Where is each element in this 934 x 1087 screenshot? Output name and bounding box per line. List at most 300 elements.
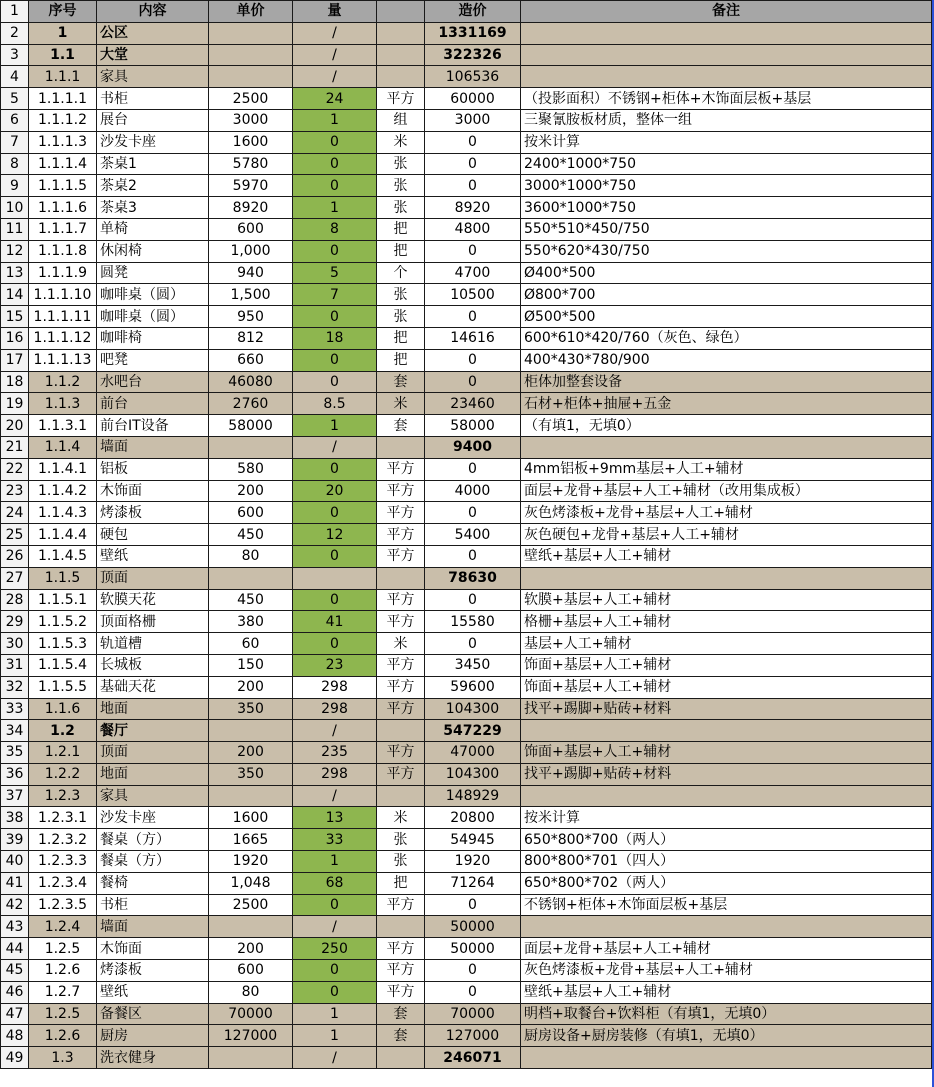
cell-note[interactable]: 壁纸+基层+人工+辅材 bbox=[521, 981, 932, 1003]
row-number[interactable]: 17 bbox=[1, 349, 29, 371]
cell-qty[interactable]: 0 bbox=[293, 131, 377, 153]
cell-cost[interactable]: 0 bbox=[425, 153, 521, 175]
cell-unit[interactable] bbox=[377, 916, 425, 938]
cell-qty[interactable]: / bbox=[293, 1047, 377, 1069]
cell-content[interactable]: 水吧台 bbox=[97, 371, 209, 393]
cell-qty[interactable]: 20 bbox=[293, 480, 377, 502]
cell-note[interactable]: Ø400*500 bbox=[521, 262, 932, 284]
cell-cost[interactable]: 547229 bbox=[425, 720, 521, 742]
cell-unit[interactable]: 平方 bbox=[377, 545, 425, 567]
row-number[interactable]: 7 bbox=[1, 131, 29, 153]
cell-content[interactable]: 咖啡椅 bbox=[97, 327, 209, 349]
cell-content[interactable]: 墙面 bbox=[97, 436, 209, 458]
cell-seq[interactable]: 1.1.6 bbox=[29, 698, 97, 720]
cell-note[interactable]: 壁纸+基层+人工+辅材 bbox=[521, 545, 932, 567]
row-number[interactable]: 40 bbox=[1, 851, 29, 873]
cell-price[interactable]: 1,048 bbox=[209, 872, 293, 894]
cell-note[interactable] bbox=[521, 916, 932, 938]
cell-content[interactable]: 软膜天花 bbox=[97, 589, 209, 611]
cell-unit[interactable]: 平方 bbox=[377, 960, 425, 982]
cell-qty[interactable]: / bbox=[293, 66, 377, 88]
cell-price[interactable]: 450 bbox=[209, 524, 293, 546]
cell-unit[interactable]: 张 bbox=[377, 306, 425, 328]
header-content[interactable]: 内容 bbox=[97, 1, 209, 23]
cell-qty[interactable]: 1 bbox=[293, 197, 377, 219]
cell-qty[interactable]: 298 bbox=[293, 698, 377, 720]
header-unit[interactable] bbox=[377, 1, 425, 23]
cell-cost[interactable]: 0 bbox=[425, 371, 521, 393]
cell-cost[interactable]: 4800 bbox=[425, 218, 521, 240]
row-number[interactable]: 3 bbox=[1, 44, 29, 66]
cell-price[interactable]: 80 bbox=[209, 981, 293, 1003]
cell-content[interactable]: 公区 bbox=[97, 22, 209, 44]
cell-note[interactable] bbox=[521, 1047, 932, 1069]
row-number[interactable]: 19 bbox=[1, 393, 29, 415]
cell-content[interactable]: 大堂 bbox=[97, 44, 209, 66]
row-number[interactable]: 1 bbox=[1, 1, 29, 23]
cell-seq[interactable]: 1.1.1.4 bbox=[29, 153, 97, 175]
cell-note[interactable]: 基层+人工+辅材 bbox=[521, 633, 932, 655]
cell-content[interactable]: 基础天花 bbox=[97, 676, 209, 698]
cell-content[interactable]: 圆凳 bbox=[97, 262, 209, 284]
cell-note[interactable] bbox=[521, 66, 932, 88]
cell-content[interactable]: 顶面 bbox=[97, 742, 209, 764]
cell-unit[interactable]: 平方 bbox=[377, 589, 425, 611]
row-number[interactable]: 11 bbox=[1, 218, 29, 240]
cell-note[interactable]: Ø800*700 bbox=[521, 284, 932, 306]
cell-seq[interactable]: 1.2.3.2 bbox=[29, 829, 97, 851]
cell-content[interactable]: 咖啡桌（圆） bbox=[97, 306, 209, 328]
cell-content[interactable]: 家具 bbox=[97, 785, 209, 807]
cell-seq[interactable]: 1.3 bbox=[29, 1047, 97, 1069]
row-number[interactable]: 27 bbox=[1, 567, 29, 589]
cell-note[interactable]: 3600*1000*750 bbox=[521, 197, 932, 219]
cell-unit[interactable]: 张 bbox=[377, 175, 425, 197]
cell-unit[interactable] bbox=[377, 436, 425, 458]
cell-qty[interactable]: 0 bbox=[293, 240, 377, 262]
cell-content[interactable]: 厨房 bbox=[97, 1025, 209, 1047]
cell-price[interactable]: 600 bbox=[209, 960, 293, 982]
row-number[interactable]: 4 bbox=[1, 66, 29, 88]
cell-content[interactable]: 沙发卡座 bbox=[97, 131, 209, 153]
cell-qty[interactable]: 0 bbox=[293, 153, 377, 175]
cell-qty[interactable]: 0 bbox=[293, 349, 377, 371]
cell-cost[interactable]: 0 bbox=[425, 960, 521, 982]
cell-seq[interactable]: 1.2.6 bbox=[29, 1025, 97, 1047]
cell-seq[interactable]: 1.1.1.3 bbox=[29, 131, 97, 153]
cell-qty[interactable]: 7 bbox=[293, 284, 377, 306]
cell-unit[interactable]: 把 bbox=[377, 240, 425, 262]
cell-unit[interactable]: 张 bbox=[377, 829, 425, 851]
cell-seq[interactable]: 1.2.5 bbox=[29, 938, 97, 960]
cell-seq[interactable]: 1.1.1.13 bbox=[29, 349, 97, 371]
cell-content[interactable]: 前台 bbox=[97, 393, 209, 415]
cell-note[interactable]: 厨房设备+厨房装修（有填1，无填0） bbox=[521, 1025, 932, 1047]
cell-seq[interactable]: 1.1.3 bbox=[29, 393, 97, 415]
cell-seq[interactable]: 1.1.1.9 bbox=[29, 262, 97, 284]
cell-qty[interactable]: 23 bbox=[293, 654, 377, 676]
cell-note[interactable]: 格栅+基层+人工+辅材 bbox=[521, 611, 932, 633]
cell-qty[interactable]: 0 bbox=[293, 894, 377, 916]
cell-unit[interactable] bbox=[377, 720, 425, 742]
cell-note[interactable] bbox=[521, 567, 932, 589]
row-number[interactable]: 10 bbox=[1, 197, 29, 219]
cell-cost[interactable]: 58000 bbox=[425, 415, 521, 437]
cell-price[interactable]: 660 bbox=[209, 349, 293, 371]
cell-unit[interactable]: 组 bbox=[377, 109, 425, 131]
cell-price[interactable]: 950 bbox=[209, 306, 293, 328]
cell-content[interactable]: 餐桌（方） bbox=[97, 829, 209, 851]
cell-qty[interactable]: 1 bbox=[293, 415, 377, 437]
cell-unit[interactable]: 张 bbox=[377, 153, 425, 175]
cell-qty[interactable]: 0 bbox=[293, 981, 377, 1003]
cell-price[interactable]: 200 bbox=[209, 480, 293, 502]
cell-content[interactable]: 茶桌1 bbox=[97, 153, 209, 175]
cell-note[interactable]: 明档+取餐台+饮料柜（有填1，无填0） bbox=[521, 1003, 932, 1025]
cell-cost[interactable]: 60000 bbox=[425, 88, 521, 110]
cell-seq[interactable]: 1.2.3.3 bbox=[29, 851, 97, 873]
cell-seq[interactable]: 1.1.1.2 bbox=[29, 109, 97, 131]
cell-qty[interactable]: 0 bbox=[293, 545, 377, 567]
cell-price[interactable]: 70000 bbox=[209, 1003, 293, 1025]
header-seq[interactable]: 序号 bbox=[29, 1, 97, 23]
cell-price[interactable] bbox=[209, 785, 293, 807]
cell-cost[interactable]: 148929 bbox=[425, 785, 521, 807]
cell-seq[interactable]: 1.2.6 bbox=[29, 960, 97, 982]
cell-cost[interactable]: 0 bbox=[425, 633, 521, 655]
cell-qty[interactable]: 41 bbox=[293, 611, 377, 633]
cell-content[interactable]: 木饰面 bbox=[97, 480, 209, 502]
cell-qty[interactable]: 12 bbox=[293, 524, 377, 546]
cell-seq[interactable]: 1.2.3.1 bbox=[29, 807, 97, 829]
cell-price[interactable]: 60 bbox=[209, 633, 293, 655]
cell-seq[interactable]: 1.1.1.1 bbox=[29, 88, 97, 110]
cell-seq[interactable]: 1.2.3.4 bbox=[29, 872, 97, 894]
cell-cost[interactable]: 47000 bbox=[425, 742, 521, 764]
row-number[interactable]: 24 bbox=[1, 502, 29, 524]
cell-qty[interactable]: 235 bbox=[293, 742, 377, 764]
cell-unit[interactable]: 平方 bbox=[377, 654, 425, 676]
cell-cost[interactable]: 1920 bbox=[425, 851, 521, 873]
cell-cost[interactable]: 50000 bbox=[425, 916, 521, 938]
cell-cost[interactable]: 23460 bbox=[425, 393, 521, 415]
cell-seq[interactable]: 1.1.1.7 bbox=[29, 218, 97, 240]
cell-note[interactable]: 面层+龙骨+基层+人工+辅材（改用集成板） bbox=[521, 480, 932, 502]
cell-cost[interactable]: 0 bbox=[425, 175, 521, 197]
cell-unit[interactable]: 平方 bbox=[377, 698, 425, 720]
cell-note[interactable]: 650*800*700（两人） bbox=[521, 829, 932, 851]
cell-content[interactable]: 吧凳 bbox=[97, 349, 209, 371]
cell-note[interactable]: 550*510*450/750 bbox=[521, 218, 932, 240]
cell-price[interactable]: 580 bbox=[209, 458, 293, 480]
cell-content[interactable]: 休闲椅 bbox=[97, 240, 209, 262]
cell-price[interactable]: 1665 bbox=[209, 829, 293, 851]
cell-unit[interactable]: 把 bbox=[377, 872, 425, 894]
cell-price[interactable]: 1,000 bbox=[209, 240, 293, 262]
cell-qty[interactable]: 8 bbox=[293, 218, 377, 240]
cell-qty[interactable]: 250 bbox=[293, 938, 377, 960]
row-number[interactable]: 38 bbox=[1, 807, 29, 829]
cell-qty[interactable]: 13 bbox=[293, 807, 377, 829]
cell-unit[interactable]: 张 bbox=[377, 284, 425, 306]
cell-content[interactable]: 地面 bbox=[97, 763, 209, 785]
row-number[interactable]: 32 bbox=[1, 676, 29, 698]
cell-note[interactable]: （投影面积）不锈钢+柜体+木饰面层板+基层 bbox=[521, 88, 932, 110]
cell-price[interactable]: 1920 bbox=[209, 851, 293, 873]
cell-note[interactable] bbox=[521, 22, 932, 44]
cell-content[interactable]: 茶桌2 bbox=[97, 175, 209, 197]
cell-qty[interactable]: 298 bbox=[293, 763, 377, 785]
row-number[interactable]: 2 bbox=[1, 22, 29, 44]
cell-price[interactable]: 46080 bbox=[209, 371, 293, 393]
cell-cost[interactable]: 0 bbox=[425, 131, 521, 153]
row-number[interactable]: 30 bbox=[1, 633, 29, 655]
cell-qty[interactable]: 0 bbox=[293, 458, 377, 480]
cell-cost[interactable]: 14616 bbox=[425, 327, 521, 349]
cell-seq[interactable]: 1.1.1.11 bbox=[29, 306, 97, 328]
cell-unit[interactable]: 套 bbox=[377, 415, 425, 437]
cell-unit[interactable]: 套 bbox=[377, 1025, 425, 1047]
cell-cost[interactable]: 4000 bbox=[425, 480, 521, 502]
cell-content[interactable]: 餐椅 bbox=[97, 872, 209, 894]
cell-price[interactable]: 2500 bbox=[209, 88, 293, 110]
cell-qty[interactable]: / bbox=[293, 22, 377, 44]
cell-unit[interactable]: 套 bbox=[377, 371, 425, 393]
cell-price[interactable]: 3000 bbox=[209, 109, 293, 131]
cell-seq[interactable]: 1.1.1.8 bbox=[29, 240, 97, 262]
cell-unit[interactable]: 把 bbox=[377, 349, 425, 371]
cell-note[interactable] bbox=[521, 785, 932, 807]
cell-unit[interactable]: 张 bbox=[377, 851, 425, 873]
cell-note[interactable]: 饰面+基层+人工+辅材 bbox=[521, 676, 932, 698]
row-number[interactable]: 14 bbox=[1, 284, 29, 306]
cell-unit[interactable] bbox=[377, 66, 425, 88]
cell-seq[interactable]: 1.1.1.12 bbox=[29, 327, 97, 349]
cell-cost[interactable]: 20800 bbox=[425, 807, 521, 829]
cell-price[interactable] bbox=[209, 916, 293, 938]
cell-price[interactable]: 350 bbox=[209, 763, 293, 785]
cell-unit[interactable]: 平方 bbox=[377, 458, 425, 480]
cell-content[interactable]: 展台 bbox=[97, 109, 209, 131]
cell-cost[interactable]: 8920 bbox=[425, 197, 521, 219]
cell-price[interactable] bbox=[209, 66, 293, 88]
cell-cost[interactable]: 322326 bbox=[425, 44, 521, 66]
cell-cost[interactable]: 70000 bbox=[425, 1003, 521, 1025]
row-number[interactable]: 29 bbox=[1, 611, 29, 633]
cell-note[interactable]: 4mm铝板+9mm基层+人工+辅材 bbox=[521, 458, 932, 480]
cell-qty[interactable]: 24 bbox=[293, 88, 377, 110]
cell-price[interactable]: 2760 bbox=[209, 393, 293, 415]
cell-seq[interactable]: 1.1.5.1 bbox=[29, 589, 97, 611]
cell-note[interactable]: 石材+柜体+抽屉+五金 bbox=[521, 393, 932, 415]
header-qty[interactable]: 量 bbox=[293, 1, 377, 23]
row-number[interactable]: 25 bbox=[1, 524, 29, 546]
row-number[interactable]: 36 bbox=[1, 763, 29, 785]
cell-price[interactable] bbox=[209, 1047, 293, 1069]
cell-cost[interactable]: 0 bbox=[425, 240, 521, 262]
cell-price[interactable]: 600 bbox=[209, 502, 293, 524]
cell-unit[interactable]: 米 bbox=[377, 807, 425, 829]
cell-price[interactable]: 2500 bbox=[209, 894, 293, 916]
cell-unit[interactable] bbox=[377, 1047, 425, 1069]
header-price[interactable]: 单价 bbox=[209, 1, 293, 23]
cell-note[interactable]: 饰面+基层+人工+辅材 bbox=[521, 742, 932, 764]
cell-price[interactable]: 150 bbox=[209, 654, 293, 676]
cell-content[interactable]: 顶面 bbox=[97, 567, 209, 589]
cell-seq[interactable]: 1.1.4.5 bbox=[29, 545, 97, 567]
cell-seq[interactable]: 1.1 bbox=[29, 44, 97, 66]
cell-seq[interactable]: 1.1.4.4 bbox=[29, 524, 97, 546]
cell-price[interactable]: 940 bbox=[209, 262, 293, 284]
cell-content[interactable]: 餐桌（方） bbox=[97, 851, 209, 873]
cell-qty[interactable]: 0 bbox=[293, 960, 377, 982]
row-number[interactable]: 35 bbox=[1, 742, 29, 764]
cell-note[interactable]: 800*800*701（四人） bbox=[521, 851, 932, 873]
row-number[interactable]: 13 bbox=[1, 262, 29, 284]
cell-qty[interactable]: 18 bbox=[293, 327, 377, 349]
cell-price[interactable] bbox=[209, 567, 293, 589]
cell-note[interactable]: 灰色硬包+龙骨+基层+人工+辅材 bbox=[521, 524, 932, 546]
cell-unit[interactable]: 平方 bbox=[377, 480, 425, 502]
cell-price[interactable]: 350 bbox=[209, 698, 293, 720]
cell-unit[interactable]: 平方 bbox=[377, 502, 425, 524]
cell-qty[interactable]: 0 bbox=[293, 371, 377, 393]
cell-content[interactable]: 烤漆板 bbox=[97, 502, 209, 524]
cell-cost[interactable]: 54945 bbox=[425, 829, 521, 851]
cell-cost[interactable]: 104300 bbox=[425, 698, 521, 720]
cell-content[interactable]: 单椅 bbox=[97, 218, 209, 240]
cell-content[interactable]: 备餐区 bbox=[97, 1003, 209, 1025]
cell-qty[interactable]: / bbox=[293, 436, 377, 458]
cell-unit[interactable]: 张 bbox=[377, 197, 425, 219]
cell-content[interactable]: 餐厅 bbox=[97, 720, 209, 742]
cell-content[interactable]: 木饰面 bbox=[97, 938, 209, 960]
cell-price[interactable]: 200 bbox=[209, 938, 293, 960]
cell-seq[interactable]: 1.2.2 bbox=[29, 763, 97, 785]
cell-unit[interactable]: 把 bbox=[377, 327, 425, 349]
cell-seq[interactable]: 1.1.4.2 bbox=[29, 480, 97, 502]
cell-content[interactable]: 长城板 bbox=[97, 654, 209, 676]
cell-price[interactable] bbox=[209, 44, 293, 66]
cell-seq[interactable]: 1.1.2 bbox=[29, 371, 97, 393]
cell-qty[interactable]: / bbox=[293, 720, 377, 742]
cell-note[interactable]: 650*800*702（两人） bbox=[521, 872, 932, 894]
cell-content[interactable]: 书柜 bbox=[97, 894, 209, 916]
cell-unit[interactable]: 米 bbox=[377, 393, 425, 415]
cell-cost[interactable]: 3000 bbox=[425, 109, 521, 131]
cell-content[interactable]: 地面 bbox=[97, 698, 209, 720]
cell-seq[interactable]: 1.1.1.6 bbox=[29, 197, 97, 219]
cell-unit[interactable]: 平方 bbox=[377, 894, 425, 916]
row-number[interactable]: 12 bbox=[1, 240, 29, 262]
cell-qty[interactable]: 1 bbox=[293, 1025, 377, 1047]
cell-cost[interactable]: 0 bbox=[425, 458, 521, 480]
row-number[interactable]: 22 bbox=[1, 458, 29, 480]
cell-qty[interactable]: 0 bbox=[293, 589, 377, 611]
row-number[interactable]: 37 bbox=[1, 785, 29, 807]
row-number[interactable]: 9 bbox=[1, 175, 29, 197]
cell-seq[interactable]: 1.2.4 bbox=[29, 916, 97, 938]
row-number[interactable]: 34 bbox=[1, 720, 29, 742]
row-number[interactable]: 5 bbox=[1, 88, 29, 110]
cell-seq[interactable]: 1.1.5.3 bbox=[29, 633, 97, 655]
cell-note[interactable]: 按米计算 bbox=[521, 131, 932, 153]
cell-price[interactable]: 200 bbox=[209, 742, 293, 764]
cell-unit[interactable]: 平方 bbox=[377, 763, 425, 785]
cell-unit[interactable]: 个 bbox=[377, 262, 425, 284]
cell-unit[interactable]: 米 bbox=[377, 633, 425, 655]
cell-seq[interactable]: 1.1.4 bbox=[29, 436, 97, 458]
cell-note[interactable]: 三聚氰胺板材质，整体一组 bbox=[521, 109, 932, 131]
cell-price[interactable]: 200 bbox=[209, 676, 293, 698]
cell-note[interactable]: 3000*1000*750 bbox=[521, 175, 932, 197]
cell-note[interactable]: 软膜+基层+人工+辅材 bbox=[521, 589, 932, 611]
cell-unit[interactable] bbox=[377, 785, 425, 807]
cell-note[interactable]: 找平+踢脚+贴砖+材料 bbox=[521, 698, 932, 720]
cell-cost[interactable]: 3450 bbox=[425, 654, 521, 676]
cell-content[interactable]: 烤漆板 bbox=[97, 960, 209, 982]
row-number[interactable]: 8 bbox=[1, 153, 29, 175]
cell-price[interactable]: 380 bbox=[209, 611, 293, 633]
cell-cost[interactable]: 1331169 bbox=[425, 22, 521, 44]
cell-content[interactable]: 洗衣健身 bbox=[97, 1047, 209, 1069]
cell-content[interactable]: 轨道槽 bbox=[97, 633, 209, 655]
cell-cost[interactable]: 0 bbox=[425, 981, 521, 1003]
cell-note[interactable]: 找平+踢脚+贴砖+材料 bbox=[521, 763, 932, 785]
cell-qty[interactable]: 5 bbox=[293, 262, 377, 284]
cell-price[interactable]: 450 bbox=[209, 589, 293, 611]
cell-price[interactable]: 1600 bbox=[209, 807, 293, 829]
cell-price[interactable]: 600 bbox=[209, 218, 293, 240]
cell-content[interactable]: 沙发卡座 bbox=[97, 807, 209, 829]
row-number[interactable]: 15 bbox=[1, 306, 29, 328]
row-number[interactable]: 26 bbox=[1, 545, 29, 567]
cell-seq[interactable]: 1.2.3.5 bbox=[29, 894, 97, 916]
cell-seq[interactable]: 1.1.5.5 bbox=[29, 676, 97, 698]
cell-unit[interactable]: 平方 bbox=[377, 611, 425, 633]
cell-qty[interactable] bbox=[293, 567, 377, 589]
cell-note[interactable]: 550*620*430/750 bbox=[521, 240, 932, 262]
row-number[interactable]: 16 bbox=[1, 327, 29, 349]
cell-qty[interactable]: 0 bbox=[293, 306, 377, 328]
row-number[interactable]: 49 bbox=[1, 1047, 29, 1069]
cell-cost[interactable]: 71264 bbox=[425, 872, 521, 894]
cell-seq[interactable]: 1.1.5.4 bbox=[29, 654, 97, 676]
cell-cost[interactable]: 4700 bbox=[425, 262, 521, 284]
cell-note[interactable]: 不锈钢+柜体+木饰面层板+基层 bbox=[521, 894, 932, 916]
row-number[interactable]: 33 bbox=[1, 698, 29, 720]
cell-cost[interactable]: 0 bbox=[425, 894, 521, 916]
row-number[interactable]: 45 bbox=[1, 960, 29, 982]
cell-cost[interactable]: 15580 bbox=[425, 611, 521, 633]
cell-seq[interactable]: 1.1.4.3 bbox=[29, 502, 97, 524]
cell-note[interactable]: 面层+龙骨+基层+人工+辅材 bbox=[521, 938, 932, 960]
cell-content[interactable]: 书柜 bbox=[97, 88, 209, 110]
cell-content[interactable]: 铝板 bbox=[97, 458, 209, 480]
cell-content[interactable]: 墙面 bbox=[97, 916, 209, 938]
cell-cost[interactable]: 104300 bbox=[425, 763, 521, 785]
header-note[interactable]: 备注 bbox=[521, 1, 932, 23]
row-number[interactable]: 42 bbox=[1, 894, 29, 916]
row-number[interactable]: 47 bbox=[1, 1003, 29, 1025]
cell-note[interactable]: 灰色烤漆板+龙骨+基层+人工+辅材 bbox=[521, 502, 932, 524]
cell-content[interactable]: 家具 bbox=[97, 66, 209, 88]
cell-price[interactable] bbox=[209, 22, 293, 44]
cell-note[interactable]: 饰面+基层+人工+辅材 bbox=[521, 654, 932, 676]
cell-cost[interactable]: 246071 bbox=[425, 1047, 521, 1069]
cell-cost[interactable]: 78630 bbox=[425, 567, 521, 589]
cell-cost[interactable]: 50000 bbox=[425, 938, 521, 960]
